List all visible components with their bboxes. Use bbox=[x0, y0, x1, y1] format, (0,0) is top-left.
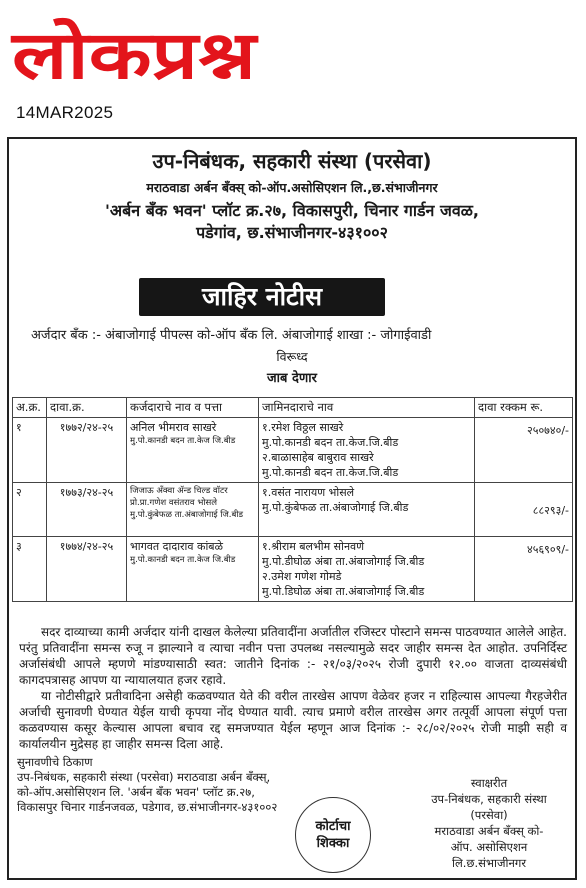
case-number-cell: १७७३/२४-२५ bbox=[47, 483, 127, 537]
public-notice bbox=[7, 137, 577, 880]
borrower-address: मु.पो.कानडी बदन ता.केज जि.बीड bbox=[130, 436, 236, 446]
table-row bbox=[13, 418, 573, 483]
case-number-cell: १७७२/२४-२५ bbox=[47, 418, 127, 483]
guarantor-cell bbox=[259, 483, 475, 537]
signatory-line: लि.छ.संभाजीनगर bbox=[451, 856, 527, 870]
address-line-1: 'अर्बन बँक भवन' प्लॉट क्र.२७, विकासपुरी, चिनार गार्डन जवळ, bbox=[104, 201, 480, 220]
header-guarantors: जामिनदाराचे नाव bbox=[259, 398, 475, 418]
guarantor-cell bbox=[259, 418, 475, 483]
notice-title: जाहिर नोटीस bbox=[139, 278, 385, 316]
signatory bbox=[404, 775, 574, 871]
case-number-cell: १७७४/२४-२५ bbox=[47, 537, 127, 602]
guarantor-line: मु.पो.कानडी बदन ता.केज.जि.बीड bbox=[262, 466, 399, 479]
address-line-2: पडेगांव, छ.संभाजीनगर-४३१००२ bbox=[196, 223, 388, 242]
serial-cell: ३ bbox=[13, 537, 47, 602]
hearing-venue bbox=[17, 755, 287, 815]
guarantor-line: मु.पो.डिघोळ अंबा ता.अंबाजोगाई जि.बीड bbox=[262, 585, 425, 598]
table-row bbox=[13, 483, 573, 537]
signatory-line: (परसेवा) bbox=[470, 808, 508, 822]
guarantor-line: मु.पो.कुंबेफळ ता.अंबाजोगाई जि.बीड bbox=[262, 501, 409, 514]
borrower-cell bbox=[127, 483, 259, 537]
versus-label: विरूध्द bbox=[276, 349, 308, 364]
serial-cell: २ bbox=[13, 483, 47, 537]
publication-date: 14MAR2025 bbox=[16, 103, 114, 122]
amount-cell bbox=[475, 483, 573, 537]
body-paragraph-1: सदर दाव्याच्या कामी अर्जदार यांनी दाखल केलेल्या प्रतिवादींना अर्जातील रजिस्टर पोस्टाने समन्स पाठवण्यात आलेले आहेत. परंतु प्रतिवादींना समन्स रुजू न झाल्याने व त्याचा नवीन पत्ता उपलब्ध नसल्यामुळे सदर जाहीर समन्स देत आहोत. उपनिर्दिस्ट अर्जासंबंधी आपले म्हणणे मांडण्यासाठी स्वत: जातीने दिनांक :- २१/०३/२०२५ रोजी दुपारी १२.०० वाजता दाव्यसंबंधी कागदपत्रासह आपण या न्यायालयात हजर रहावे. bbox=[19, 625, 567, 687]
hearing-venue-address: उप-निबंधक, सहकारी संस्था (परसेवा) मराठवाडा अर्बन बँक्स्, को-ऑप.असोसिएशन लि. 'अर्बन बँक भवन' प्लॉट क्र.२७, विकासपुर चिनार गार्डनजवळ, पडेगाव, छ.संभाजीनगर-४३१००२ bbox=[17, 770, 278, 814]
borrower-name: भागवत दादाराव कांबळे bbox=[130, 540, 223, 553]
applicant-bank: अर्जदार बँक :- अंबाजोगाई पीपल्स को-ऑप बँक लि. अंबाजोगाई शाखा :- जोगाईवाडी bbox=[31, 328, 432, 343]
header-borrower: कर्जदाराचे नाव व पत्ता bbox=[127, 398, 259, 418]
respondents-heading: जाब देणार bbox=[267, 371, 317, 386]
borrower-cell bbox=[127, 537, 259, 602]
cases-table bbox=[12, 397, 573, 602]
office-title: उप-निबंधक, सहकारी संस्था (परसेवा) bbox=[152, 149, 432, 173]
amount-value: ८८२९३/- bbox=[532, 504, 569, 517]
guarantor-line: १.वसंत नारायण भोसले bbox=[262, 486, 355, 499]
amount-value: ४५६९०९/- bbox=[527, 543, 569, 556]
guarantor-cell bbox=[259, 537, 475, 602]
newspaper-logo bbox=[8, 4, 260, 102]
signatory-line: ऑप. असोसिएशन bbox=[450, 840, 528, 854]
guarantor-line: २.उमेश गणेश गोमडे bbox=[262, 570, 342, 583]
header-serial: अ.क्र. bbox=[13, 398, 47, 418]
court-seal bbox=[295, 797, 371, 873]
amount-cell bbox=[475, 418, 573, 483]
guarantor-line: मु.पो.कानडी बदन ता.केज.जि.बीड bbox=[262, 436, 399, 449]
guarantor-line: १.रमेश विठ्ठल साखरे bbox=[262, 421, 344, 434]
header-amount: दावा रक्कम रू. bbox=[475, 398, 573, 418]
serial-cell: १ bbox=[13, 418, 47, 483]
signatory-line: उप-निबंधक, सहकारी संस्था bbox=[431, 792, 547, 806]
body-paragraph-2: या नोटीसीद्वारे प्रतीवादिना असेही कळवण्यात येते की वरील तारखेस आपण वेळेवर हजर न राहिल्यास आपल्या गैरहजेरीत अर्जाची सुनावणी घेण्यात येईल याची कृपया नोंद घेण्यात यावी. त्याच प्रमाणे वरील तारखेस अगर तत्पूर्वी आपला संपूर्ण पत्ता कळवण्यास कसूर केल्यास आपला बचाव रद्द समजण्यात येईल म्हणून आज दिनांक :- २८/०२/२०२५ रोजी माझी सही व कार्यालयीन मुद्रेसह हा जाहीर समन्स दिला आहे. bbox=[19, 689, 567, 751]
table-row bbox=[13, 537, 573, 602]
borrower-name: अनिल भीमराव साखरे bbox=[130, 421, 217, 434]
guarantor-line: मु.पो.डीघोळ अंबा ता.अंबाजोगाई जि.बीड bbox=[262, 555, 425, 568]
newspaper-logo-graphic bbox=[8, 4, 260, 102]
borrower-address: जिजाऊ अँक्वा ॲन्ड चिल्ड वॉटर प्रो.प्रा.गणेश वसंतराव भोसले मु.पो.कुंबेफळ ता.अंबाजोगाई जि.बीड bbox=[130, 486, 244, 520]
header-case-no: दावा.क्र. bbox=[47, 398, 127, 418]
amount-value: २५०७४०/- bbox=[527, 424, 569, 437]
signatory-heading: स्वाक्षरीत bbox=[470, 776, 508, 790]
amount-cell bbox=[475, 537, 573, 602]
court-seal-line-1: कोर्टाचा bbox=[315, 819, 351, 834]
signatory-line: मराठवाडा अर्बन बँक्स् को- bbox=[434, 824, 544, 838]
logo-text: लोकप्रश्न bbox=[9, 17, 259, 94]
guarantor-line: २.बाळासाहेब बाबुराव साखरे bbox=[262, 451, 374, 464]
hearing-venue-heading: सुनावणीचे ठिकाण bbox=[17, 755, 93, 769]
guarantor-line: १.श्रीराम बलभीम सोनवणे bbox=[262, 540, 365, 553]
notice-body bbox=[19, 624, 567, 752]
table-header-row bbox=[13, 398, 573, 418]
borrower-cell bbox=[127, 418, 259, 483]
association-name: मराठवाडा अर्बन बँक्स् को-ऑप.असोसिएशन लि.,छ.संभाजीनगर bbox=[146, 180, 438, 195]
court-seal-line-2: शिक्का bbox=[316, 836, 350, 851]
borrower-address: मु.पो.कानडी बदन ता.केज जि.बीड bbox=[130, 555, 236, 565]
